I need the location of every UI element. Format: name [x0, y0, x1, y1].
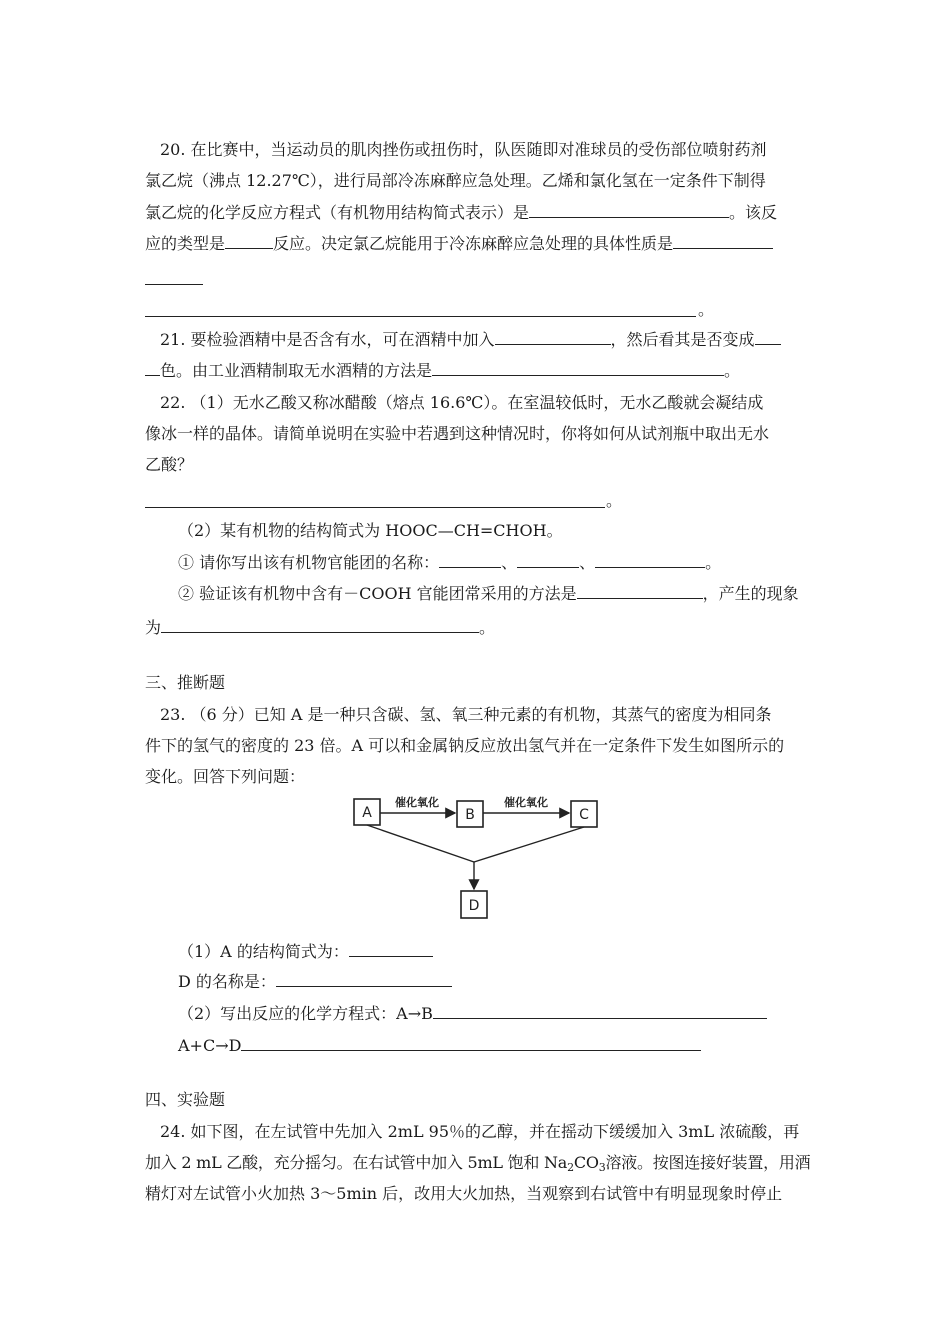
answer-blank[interactable]: [145, 316, 696, 317]
reaction-flow-diagram: [340, 790, 610, 925]
answer-blank[interactable]: [517, 551, 579, 568]
section-title-experiment: 四、实验题: [145, 1090, 226, 1109]
section-title-inference: 三、推断题: [145, 673, 226, 692]
q20-line-1: 20. 在比赛中，当运动员的肌肉挫伤或扭伤时，队医随即对准球员的受伤部位喷射药剂: [160, 140, 767, 159]
node-b-label: B: [465, 807, 475, 823]
q22-part-2-2-cont: 为 。: [145, 618, 496, 637]
q20-line-2: 氯乙烷（沸点 12.27℃），进行局部冷冻麻醉应急处理。乙烯和氯化氢在一定条件下制得: [145, 171, 766, 190]
q24-line-3: 精灯对左试管小火加热 3～5min 后，改用大火加热，当观察到右试管中有明显现象时停止: [145, 1184, 783, 1203]
answer-blank[interactable]: [433, 1002, 767, 1019]
q23-part-2: （2）写出反应的化学方程式：A→B: [178, 1002, 767, 1025]
node-a-label: A: [362, 805, 372, 821]
q23-part-1: （1）A 的结构简式为：: [178, 940, 433, 963]
q24-line-1: 24. 如下图，在左试管中先加入 2mL 95％的乙醇，并在摇动下缓缓加入 3mL 浓硫酸，再: [160, 1122, 800, 1141]
q22-part-2-1: ① 请你写出该有机物官能团的名称： 、 、 。: [178, 553, 722, 572]
answer-blank[interactable]: [145, 507, 605, 508]
answer-blank[interactable]: [145, 359, 160, 376]
node-d-label: D: [468, 898, 480, 914]
answer-blank[interactable]: [161, 616, 479, 633]
answer-blank[interactable]: [241, 1034, 701, 1051]
answer-blank[interactable]: [225, 232, 273, 249]
q22-line-1: 22. （1）无水乙酸又称冰醋酸（熔点 16.6℃）。在室温较低时，无水乙酸就会凝结成: [160, 393, 764, 412]
q22-part-2: （2）某有机物的结构简式为 HOOC—CH=CHOH。: [178, 521, 563, 540]
line-c-to-junction: [474, 827, 584, 862]
answer-blank[interactable]: [432, 359, 724, 376]
answer-blank[interactable]: [439, 551, 501, 568]
answer-blank[interactable]: [276, 970, 452, 987]
q23-line-2: 件下的氢气的密度的 23 倍。A 可以和金属钠反应放出氢气并在一定条件下发生如图所示的: [145, 736, 785, 755]
line-a-to-junction: [367, 825, 474, 862]
arrow-2-label: 催化氧化: [504, 796, 548, 809]
answer-blank[interactable]: [145, 284, 203, 285]
answer-blank[interactable]: [673, 232, 773, 249]
q21-line-2: 色。由工业酒精制取无水酒精的方法是 。: [145, 359, 740, 382]
answer-blank[interactable]: [349, 940, 433, 957]
answer-blank[interactable]: [577, 582, 703, 599]
answer-blank[interactable]: [595, 551, 705, 568]
node-c-label: C: [579, 807, 589, 823]
answer-blank[interactable]: [495, 328, 611, 345]
q20-line-3: 氯乙烷的化学反应方程式（有机物用结构简式表示）是 。该反: [145, 203, 778, 222]
q23-part-1-d: D 的名称是：: [178, 970, 452, 993]
q23-line-1: 23. （6 分）已知 A 是一种只含碳、氢、氧三种元素的有机物，其蒸气的密度为相同条: [160, 705, 772, 724]
q21-line-1: 21. 要检验酒精中是否含有水，可在酒精中加入 ，然后看其是否变成: [145, 328, 781, 351]
arrow-1-label: 催化氧化: [395, 796, 439, 809]
q20-line-4: 应的类型是 反应。决定氯乙烷能用于冷冻麻醉应急处理的具体性质是: [145, 232, 773, 255]
q22-part-2-2: ② 验证该有机物中含有－COOH 官能团常采用的方法是 ，产生的现象: [178, 584, 799, 603]
q22-end: 。: [606, 491, 623, 510]
q24-line-2: 加入 2 mL 乙酸，充分摇匀。在右试管中加入 5mL 饱和 $Na_2CO_3$溶液。按图连接好装置，用酒: [145, 1153, 811, 1174]
q20-end: 。: [698, 300, 715, 319]
answer-blank[interactable]: [529, 201, 729, 218]
q23-part-2-acd: A+C→D: [178, 1034, 701, 1057]
q22-line-3: 乙酸？: [145, 455, 194, 474]
q23-line-3: 变化。回答下列问题：: [145, 767, 306, 786]
answer-blank[interactable]: [755, 328, 781, 345]
q22-line-2: 像冰一样的晶体。请简单说明在实验中若遇到这种情况时，你将如何从试剂瓶中取出无水: [145, 424, 770, 443]
